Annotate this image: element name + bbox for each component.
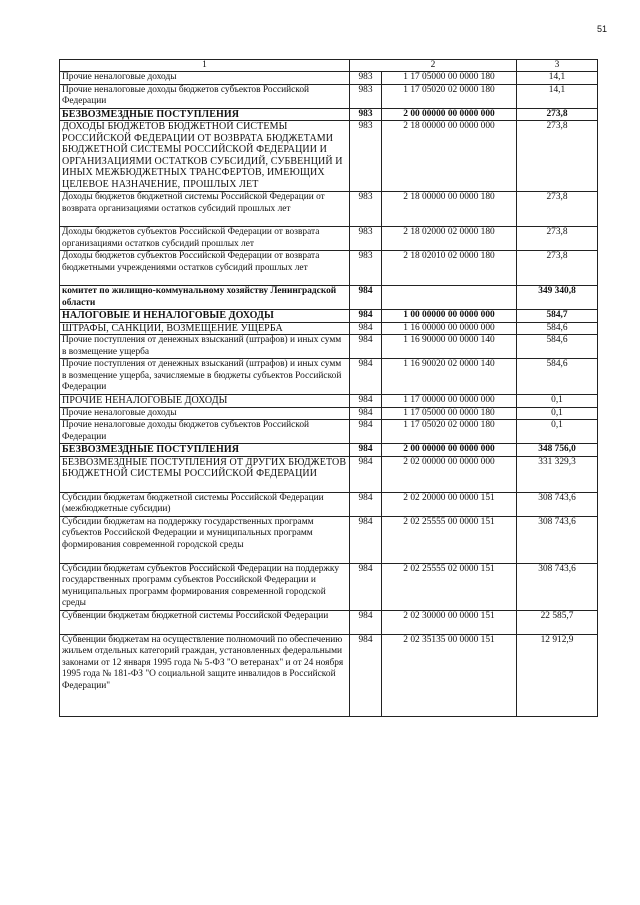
row-amount-cell: 273,8 — [517, 192, 598, 227]
row-budget-code-cell: 2 02 35135 00 0000 151 — [382, 634, 517, 716]
row-name-cell: БЕЗВОЗМЕЗДНЫЕ ПОСТУПЛЕНИЯ ОТ ДРУГИХ БЮДЖЕТОВ БЮДЖЕТНОЙ СИСТЕМЫ РОССИЙСКОЙ ФЕДЕРАЦИИ — [60, 456, 350, 492]
table-row — [60, 359, 598, 395]
row-name-cell: Субсидии бюджетам субъектов Российской Федерации на поддержку государственных программ субъектов Российской Федерации и муниципальных программ формирования современной городской среды — [60, 563, 350, 610]
row-name-cell: ДОХОДЫ БЮДЖЕТОВ БЮДЖЕТНОЙ СИСТЕМЫ РОССИЙСКОЙ ФЕДЕРАЦИИ ОТ ВОЗВРАТА БЮДЖЕТАМИ БЮДЖЕТНОЙ СИСТЕМЫ РОССИЙСКОЙ ФЕДЕРАЦИИ И ОРГАНИЗАЦИЯМИ ОСТАТКОВ СУБСИДИЙ, СУБВЕНЦИЙ И ИНЫХ МЕЖБЮДЖЕТНЫХ ТРАНСФЕРТОВ, ИМЕЮЩИХ ЦЕЛЕВОЕ НАЗНАЧЕНИЕ, ПРОШЛЫХ ЛЕТ — [60, 121, 350, 192]
row-budget-code-cell: 1 17 05000 00 0000 180 — [382, 72, 517, 85]
table-row — [60, 444, 598, 457]
table-row — [60, 492, 598, 516]
row-name-cell: НАЛОГОВЫЕ И НЕНАЛОГОВЫЕ ДОХОДЫ — [60, 310, 350, 323]
row-name-cell: БЕЗВОЗМЕЗДНЫЕ ПОСТУПЛЕНИЯ — [60, 444, 350, 457]
row-budget-code-cell: 2 02 25555 00 0000 151 — [382, 516, 517, 563]
row-budget-code-cell: 2 02 30000 00 0000 151 — [382, 610, 517, 634]
page-number: 51 — [596, 24, 607, 34]
row-amount-cell: 584,6 — [517, 322, 598, 335]
row-budget-code-cell: 1 16 90020 02 0000 140 — [382, 359, 517, 395]
row-name-cell: Прочие неналоговые доходы бюджетов субъектов Российской Федерации — [60, 420, 350, 444]
row-admin-code-cell: 984 — [350, 322, 382, 335]
row-amount-cell: 0,1 — [517, 395, 598, 408]
row-admin-code-cell: 984 — [350, 359, 382, 395]
revenue-table — [59, 59, 598, 717]
row-admin-code-cell: 983 — [350, 108, 382, 121]
row-budget-code-cell: 2 00 00000 00 0000 000 — [382, 108, 517, 121]
table-row — [60, 108, 598, 121]
row-name-cell: Прочие неналоговые доходы бюджетов субъектов Российской Федерации — [60, 84, 350, 108]
table-row — [60, 121, 598, 192]
row-name-cell: Субсидии бюджетам бюджетной системы Российской Федерации (межбюджетные субсидии) — [60, 492, 350, 516]
row-amount-cell: 349 340,8 — [517, 286, 598, 310]
row-amount-cell: 22 585,7 — [517, 610, 598, 634]
row-admin-code-cell: 984 — [350, 420, 382, 444]
row-name-cell: Субвенции бюджетам на осуществление полномочий по обеспечению жильем отдельных категорий граждан, установленных федеральными законами от 12 января 1995 года № 5-ФЗ "О ветеранах" и от 24 ноября 1995 года № 181-ФЗ "О социальной защите инвалидов в Российской Федерации" — [60, 634, 350, 716]
table-row — [60, 84, 598, 108]
row-amount-cell: 273,8 — [517, 227, 598, 251]
row-name-cell: комитет по жилищно-коммунальному хозяйству Ленинградской области — [60, 286, 350, 310]
row-admin-code-cell: 983 — [350, 121, 382, 192]
row-name-cell: Прочие неналоговые доходы — [60, 407, 350, 420]
row-budget-code-cell: 2 02 25555 02 0000 151 — [382, 563, 517, 610]
row-amount-cell: 348 756,0 — [517, 444, 598, 457]
table-row — [60, 227, 598, 251]
row-budget-code-cell: 2 00 00000 00 0000 000 — [382, 444, 517, 457]
row-amount-cell: 14,1 — [517, 84, 598, 108]
row-budget-code-cell: 1 00 00000 00 0000 000 — [382, 310, 517, 323]
row-amount-cell: 0,1 — [517, 420, 598, 444]
row-amount-cell: 331 329,3 — [517, 456, 598, 492]
table-row — [60, 516, 598, 563]
row-admin-code-cell: 984 — [350, 456, 382, 492]
row-name-cell: Субсидии бюджетам на поддержку государственных программ субъектов Российской Федерации и муниципальных программ формирования современной городской среды — [60, 516, 350, 563]
row-admin-code-cell: 984 — [350, 610, 382, 634]
row-budget-code-cell: 1 17 05020 02 0000 180 — [382, 420, 517, 444]
row-admin-code-cell: 984 — [350, 516, 382, 563]
row-amount-cell: 273,8 — [517, 121, 598, 192]
row-admin-code-cell: 984 — [350, 335, 382, 359]
table-row — [60, 456, 598, 492]
row-admin-code-cell: 983 — [350, 72, 382, 85]
row-budget-code-cell — [382, 286, 517, 310]
row-admin-code-cell: 983 — [350, 192, 382, 227]
row-name-cell: Прочие поступления от денежных взысканий (штрафов) и иных сумм в возмещение ущерба, зачисляемые в бюджеты субъектов Российской Федерации — [60, 359, 350, 395]
row-budget-code-cell: 2 18 02010 02 0000 180 — [382, 251, 517, 286]
row-amount-cell: 308 743,6 — [517, 516, 598, 563]
row-budget-code-cell: 2 18 00000 00 0000 000 — [382, 121, 517, 192]
table-row — [60, 420, 598, 444]
table-row — [60, 72, 598, 85]
row-budget-code-cell: 2 18 00000 00 0000 180 — [382, 192, 517, 227]
row-admin-code-cell: 984 — [350, 310, 382, 323]
row-name-cell: Прочие неналоговые доходы — [60, 72, 350, 85]
row-admin-code-cell: 983 — [350, 251, 382, 286]
row-budget-code-cell: 2 02 20000 00 0000 151 — [382, 492, 517, 516]
table-row — [60, 322, 598, 335]
table-row — [60, 335, 598, 359]
column-header-2: 2 — [350, 60, 517, 72]
row-admin-code-cell: 983 — [350, 227, 382, 251]
row-budget-code-cell: 1 17 05000 00 0000 180 — [382, 407, 517, 420]
row-budget-code-cell: 1 16 90000 00 0000 140 — [382, 335, 517, 359]
row-budget-code-cell: 2 02 00000 00 0000 000 — [382, 456, 517, 492]
row-budget-code-cell: 1 16 00000 00 0000 000 — [382, 322, 517, 335]
row-amount-cell: 12 912,9 — [517, 634, 598, 716]
row-admin-code-cell: 984 — [350, 492, 382, 516]
column-header-3: 3 — [517, 60, 598, 72]
row-name-cell: БЕЗВОЗМЕЗДНЫЕ ПОСТУПЛЕНИЯ — [60, 108, 350, 121]
row-budget-code-cell: 2 18 02000 02 0000 180 — [382, 227, 517, 251]
table-row — [60, 251, 598, 286]
row-amount-cell: 584,6 — [517, 335, 598, 359]
row-budget-code-cell: 1 17 00000 00 0000 000 — [382, 395, 517, 408]
table-row — [60, 286, 598, 310]
row-name-cell: ШТРАФЫ, САНКЦИИ, ВОЗМЕЩЕНИЕ УЩЕРБА — [60, 322, 350, 335]
row-admin-code-cell: 984 — [350, 407, 382, 420]
row-name-cell: Доходы бюджетов бюджетной системы Российской Федерации от возврата организациями остатков субсидий прошлых лет — [60, 192, 350, 227]
row-amount-cell: 14,1 — [517, 72, 598, 85]
row-admin-code-cell: 984 — [350, 634, 382, 716]
row-amount-cell: 308 743,6 — [517, 492, 598, 516]
row-name-cell: Прочие поступления от денежных взысканий (штрафов) и иных сумм в возмещение ущерба — [60, 335, 350, 359]
row-amount-cell: 273,8 — [517, 251, 598, 286]
row-name-cell: Субвенции бюджетам бюджетной системы Российской Федерации — [60, 610, 350, 634]
table-row — [60, 192, 598, 227]
table-row — [60, 634, 598, 716]
row-admin-code-cell: 984 — [350, 395, 382, 408]
table-body — [60, 72, 598, 717]
row-amount-cell: 308 743,6 — [517, 563, 598, 610]
row-amount-cell: 584,6 — [517, 359, 598, 395]
table-header-row — [60, 60, 598, 72]
table-row — [60, 563, 598, 610]
row-amount-cell: 273,8 — [517, 108, 598, 121]
row-admin-code-cell: 983 — [350, 84, 382, 108]
table-row — [60, 407, 598, 420]
table-row — [60, 310, 598, 323]
row-admin-code-cell: 984 — [350, 563, 382, 610]
table-row — [60, 610, 598, 634]
row-name-cell: Доходы бюджетов субъектов Российской Федерации от возврата организациями остатков субсидий прошлых лет — [60, 227, 350, 251]
row-admin-code-cell: 984 — [350, 444, 382, 457]
column-header-1: 1 — [60, 60, 350, 72]
row-amount-cell: 0,1 — [517, 407, 598, 420]
row-name-cell: ПРОЧИЕ НЕНАЛОГОВЫЕ ДОХОДЫ — [60, 395, 350, 408]
row-amount-cell: 584,7 — [517, 310, 598, 323]
row-name-cell: Доходы бюджетов субъектов Российской Федерации от возврата бюджетными учреждениями остатков субсидий прошлых лет — [60, 251, 350, 286]
row-admin-code-cell: 984 — [350, 286, 382, 310]
row-budget-code-cell: 1 17 05020 02 0000 180 — [382, 84, 517, 108]
table-row — [60, 395, 598, 408]
